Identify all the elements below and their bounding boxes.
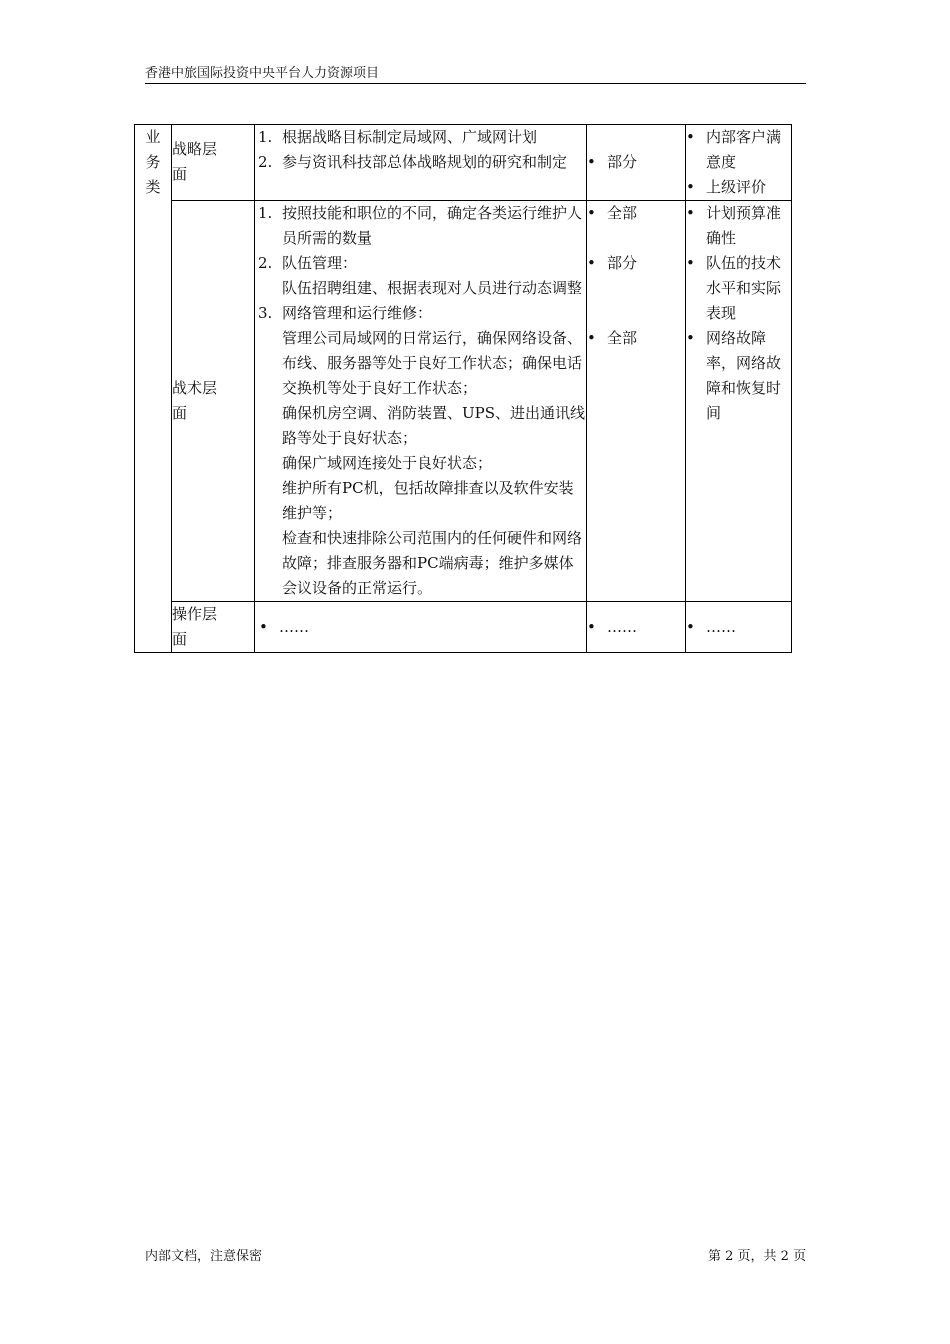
duty-item: 2. 队伍管理：	[258, 254, 358, 272]
level-label: 面	[172, 630, 188, 648]
metric-item: • 上级评价	[686, 175, 791, 200]
metric-item: • ……	[686, 615, 791, 640]
duties-cell	[255, 201, 587, 602]
bullet-icon: •	[587, 617, 596, 636]
level-label: 战术层	[172, 379, 218, 397]
metrics-cell	[686, 602, 792, 653]
bullet-icon: •	[587, 254, 596, 272]
metric-item: • 网络故障率，网络故障和恢复时间	[686, 326, 791, 426]
table-row	[135, 125, 792, 201]
duty-item: 1. 按照技能和职位的不同，确定各类运行维护人员所需的数量	[258, 204, 583, 247]
bullet-icon: •	[259, 617, 268, 636]
level-cell	[172, 125, 255, 201]
bullet-icon: •	[686, 254, 695, 272]
duties-cell	[255, 602, 587, 653]
metric-item: • 计划预算准确性	[686, 201, 791, 251]
level-label: 战略层	[172, 140, 218, 158]
bullet-icon: •	[686, 204, 695, 222]
page-header-title: 香港中旅国际投资中央平台人力资源项目	[145, 66, 380, 81]
bullet-icon: •	[686, 617, 695, 636]
bullet-icon: •	[686, 329, 695, 347]
duty-detail: 队伍招聘组建、根据表现对人员进行动态调整	[282, 279, 583, 297]
table-row	[135, 602, 792, 653]
duty-item: • ……	[259, 615, 586, 640]
footer-confidential: 内部文档，注意保密	[145, 1249, 263, 1264]
scope-cell	[587, 201, 686, 602]
level-cell	[172, 602, 255, 653]
scope-cell	[587, 602, 686, 653]
duty-detail: 维护所有PC机，包括故障排查以及软件安装维护等；	[282, 479, 574, 522]
scope-item: • 部分	[587, 251, 685, 276]
bullet-icon: •	[587, 329, 596, 347]
duties-cell	[255, 125, 587, 201]
scope-item: • 全部	[587, 201, 685, 226]
duty-detail: 确保机房空调、消防装置、UPS、进出通讯线路等处于良好状态；	[282, 404, 586, 447]
scope-item: • 部分	[587, 150, 685, 175]
level-label: 面	[172, 165, 188, 183]
metrics-cell	[686, 125, 792, 201]
level-cell	[172, 201, 255, 602]
scope-cell	[587, 125, 686, 201]
category-char: 类	[145, 178, 161, 196]
duty-detail: 管理公司局域网的日常运行，确保网络设备、布线、服务器等处于良好工作状态；确保电话交换机等处于良好工作状态；	[282, 329, 583, 397]
responsibility-table	[134, 124, 792, 653]
scope-item: • ……	[587, 615, 685, 640]
category-cell	[135, 125, 172, 653]
scope-item: • 全部	[587, 326, 685, 351]
header-rule	[145, 83, 806, 84]
bullet-icon: •	[686, 128, 695, 146]
metric-item: • 内部客户满意度	[686, 125, 791, 175]
duty-detail: 确保广域网连接处于良好状态；	[282, 454, 493, 472]
category-char: 业	[145, 128, 161, 146]
table-row	[135, 201, 792, 602]
footer-page-number: 第 2 页，共 2 页	[708, 1249, 807, 1264]
duty-item: 2. 参与资讯科技部总体战略规划的研究和制定	[258, 153, 568, 171]
duty-detail: 检查和快速排除公司范围内的任何硬件和网络故障；排查服务器和PC端病毒；维护多媒体会议设备的正常运行。	[282, 529, 583, 597]
category-char: 务	[145, 153, 161, 171]
metric-item: • 队伍的技术水平和实际表现	[686, 251, 791, 326]
duty-item: 1. 根据战略目标制定局域网、广域网计划	[258, 128, 538, 146]
bullet-icon: •	[587, 153, 596, 171]
level-label: 操作层	[172, 605, 218, 623]
bullet-icon: •	[587, 204, 596, 222]
bullet-icon: •	[686, 178, 695, 196]
level-label: 面	[172, 404, 188, 422]
duty-item: 3. 网络管理和运行维修：	[258, 304, 433, 322]
metrics-cell	[686, 201, 792, 602]
